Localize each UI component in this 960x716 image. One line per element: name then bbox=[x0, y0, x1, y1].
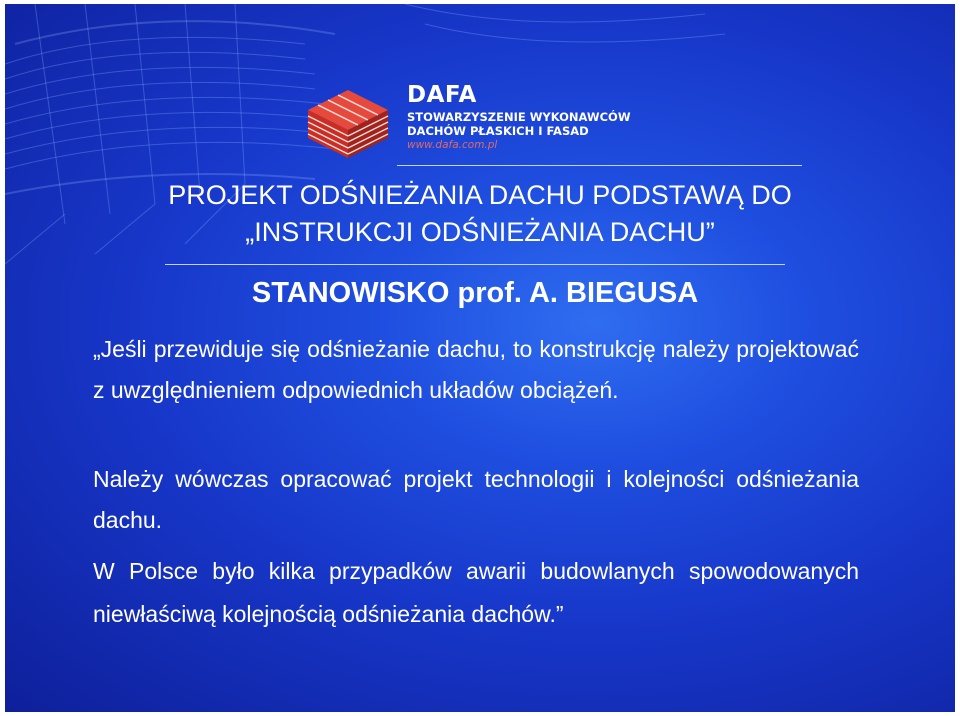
architectural-background-lines bbox=[5, 4, 955, 304]
slide-subtitle: STANOWISKO prof. A. BIEGUSA bbox=[251, 277, 699, 309]
logo-subtitle-line1: STOWARZYSZENIE WYKONAWCÓW bbox=[407, 110, 631, 124]
dafa-logo-icon bbox=[298, 82, 398, 160]
logo-subtitle-line2: DACHÓW PŁASKICH I FASAD bbox=[407, 124, 589, 138]
divider-top bbox=[397, 165, 802, 166]
slide-title-line2: „INSTRUKCJI ODŚNIEŻANIA DACHU” bbox=[245, 217, 715, 247]
slide-title-line1: PROJEKT ODŚNIEŻANIA DACHU PODSTAWĄ DO bbox=[168, 180, 792, 210]
slide-title bbox=[5, 177, 955, 251]
quote-paragraph-3: W Polsce było kilka przypadków awarii budowlanych spowodowanych niewłaściwą kolejnością odśnieżania dachów.” bbox=[93, 558, 859, 627]
divider-middle bbox=[165, 264, 785, 265]
logo-title: DAFA bbox=[407, 82, 477, 108]
logo-url: www.dafa.com.pl bbox=[407, 139, 498, 151]
quote-paragraph-1: „Jeśli przewiduje się odśnieżanie dachu, to konstrukcję należy projektować z uwzględnieniem odpowiednich układów obciążeń. bbox=[93, 336, 859, 403]
slide bbox=[5, 4, 955, 712]
quote-paragraph-2: Należy wówczas opracować projekt technologii i kolejności odśnieżania dachu. bbox=[93, 466, 859, 533]
